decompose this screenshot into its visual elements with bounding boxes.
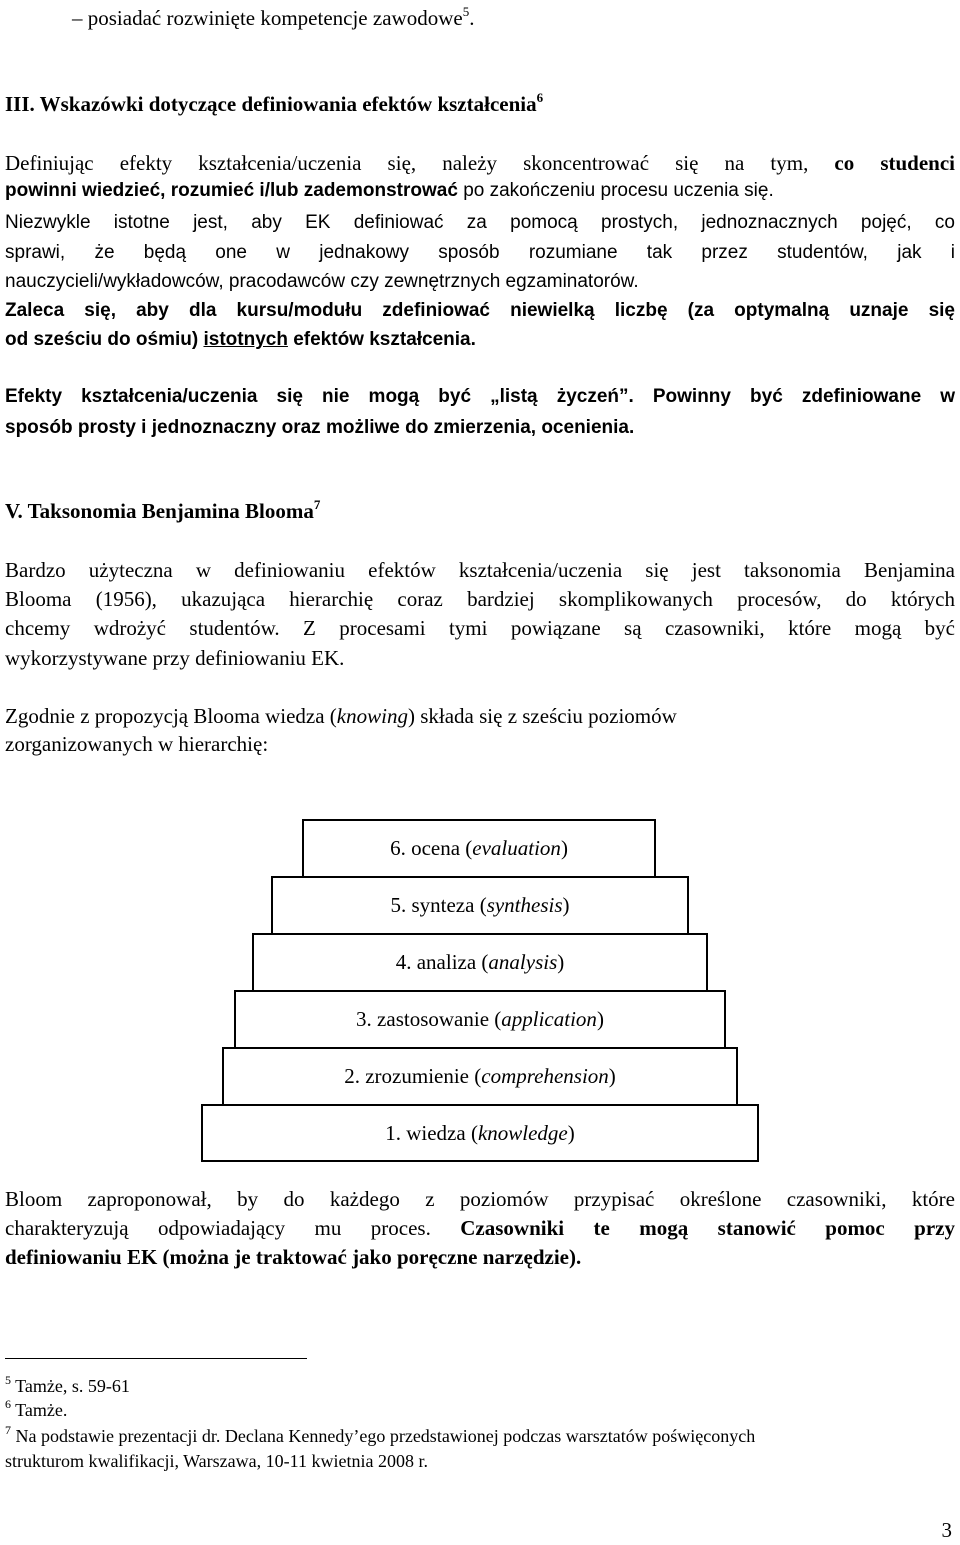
para1-line6: Zaleca się, aby dla kursu/modułu zdefiniować niewielką liczbę (za optymalną uznaje się xyxy=(5,300,955,321)
para3-line4: wykorzystywane przy definiowaniu EK. xyxy=(5,646,345,670)
bullet-tail: . xyxy=(469,6,475,30)
para4-line1: Zgodnie z propozycją Blooma wiedza (knowing) składa się z sześciu poziomów xyxy=(5,704,677,728)
para1-line7: od sześciu do ośmiu) istotnych efektów kształcenia. xyxy=(5,329,476,350)
para1-line2: powinni wiedzieć, rozumieć i/lub zademonstrować po zakończeniu procesu uczenia się. xyxy=(5,180,774,201)
para5-line1: Bloom zaproponował, by do każdego z poziomów przypisać określone czasowniki, które xyxy=(5,1187,955,1211)
para1-line3: Niezwykle istotne jest, aby EK definiować za pomocą prostych, jednoznacznych pojęć, co xyxy=(5,212,955,233)
para2-line1: Efekty kształcenia/uczenia się nie mogą być „listą życzeń”. Powinny być zdefiniowane w xyxy=(5,386,955,407)
page-number: 3 xyxy=(941,1518,952,1542)
bullet-item xyxy=(72,4,960,32)
section-heading-5 xyxy=(5,497,955,525)
para5-line2: charakteryzują odpowiadający mu proces. Czasowniki te mogą stanowić pomoc przy xyxy=(5,1216,955,1240)
para1-line4: sprawi, że będą one w jednakowy sposób rozumiane tak przez studentów, jak i xyxy=(5,242,955,263)
footnote-separator xyxy=(5,1358,307,1359)
pyramid-level-6: 6. ocena (evaluation) xyxy=(302,819,656,878)
pyramid-level-5: 5. synteza (synthesis) xyxy=(271,876,689,935)
footnote-5: $^5$ Tamże, s. 59-61 xyxy=(5,1373,130,1396)
footnote-7-cont: strukturom kwalifikacji, Warszawa, 10-11 kwietnia 2008 r. xyxy=(5,1451,428,1471)
section-title: III. Wskazówki dotyczące definiowania efektów kształcenia xyxy=(5,92,537,116)
footnote-7: $^7$ Na podstawie prezentacji dr. Declana Kennedy’ego przedstawionej podczas warsztatów poświęconych xyxy=(5,1423,756,1446)
para5-line3: definiowaniu EK (można je traktować jako poręczne narzędzie). xyxy=(5,1245,582,1269)
para1-line5: nauczycieli/wykładowców, pracodawców czy zewnętrznych egzaminatorów. xyxy=(5,271,639,292)
pyramid-level-4: 4. analiza (analysis) xyxy=(252,933,708,992)
section-title: V. Taksonomia Benjamina Blooma xyxy=(5,499,314,523)
para1-line1: Definiując efekty kształcenia/uczenia się, należy skoncentrować się na tym, co studenci xyxy=(5,151,955,175)
bullet-text: – posiadać rozwinięte kompetencje zawodowe xyxy=(72,6,463,30)
footnote-ref: 6 xyxy=(536,90,544,105)
para2-line2: sposób prosty i jednoznaczny oraz możliwe do zmierzenia, ocenienia. xyxy=(5,417,635,438)
para4-line2: zorganizowanych w hierarchię: xyxy=(5,732,269,756)
para3-line2: Blooma (1956), ukazująca hierarchię coraz bardziej skomplikowanych procesów, do których xyxy=(5,587,955,611)
pyramid-level-3: 3. zastosowanie (application) xyxy=(234,990,726,1049)
footnote-ref: 5 xyxy=(462,4,470,19)
pyramid-level-1: 1. wiedza (knowledge) xyxy=(201,1104,759,1162)
para3-line1: Bardzo użyteczna w definiowaniu efektów kształcenia/uczenia się jest taksonomia Benjamina xyxy=(5,558,955,582)
section-heading-3 xyxy=(5,90,955,118)
para3-line3: chcemy wdrożyć studentów. Z procesami tymi powiązane są czasowniki, które mogą być xyxy=(5,616,955,640)
footnote-6: $^6$ Tamże. xyxy=(5,1397,68,1420)
pyramid-level-2: 2. zrozumienie (comprehension) xyxy=(222,1047,738,1106)
footnote-ref: 7 xyxy=(313,497,321,512)
